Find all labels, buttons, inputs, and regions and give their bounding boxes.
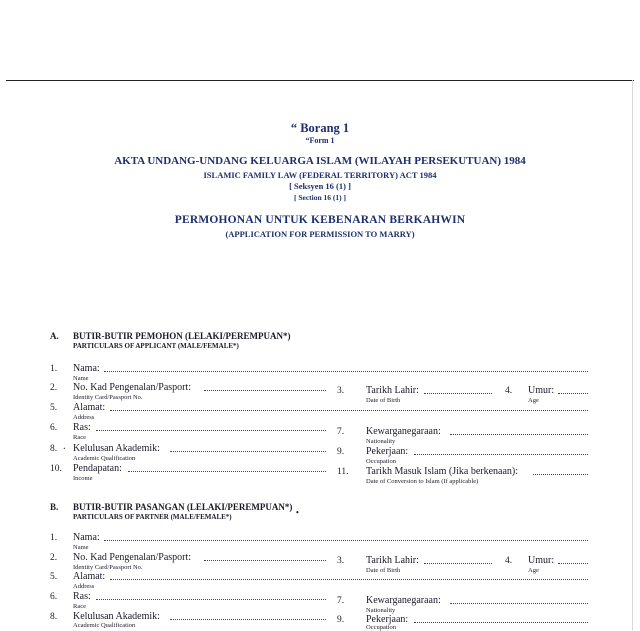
- b-ic-field[interactable]: [204, 552, 326, 561]
- b-address-sublabel: Address: [73, 583, 95, 590]
- b-field-4-number: 4.: [505, 556, 513, 566]
- section-ref: [ Seksyen 16 (1) ]: [289, 181, 351, 191]
- b-address-field[interactable]: [110, 571, 588, 580]
- section-a-title-en: PARTICULARS OF APPLICANT (MALE/FEMALE*): [73, 342, 239, 350]
- b-field-1-number: 1.: [50, 533, 58, 543]
- b-age-label: Umur:: [528, 555, 555, 566]
- a-address-sublabel: Address: [73, 414, 95, 421]
- stray-mark: •: [296, 508, 299, 517]
- act-title-en: ISLAMIC FAMILY LAW (FEDERAL TERRITORY) ACT 1984: [203, 170, 437, 180]
- a-name-label: Nama:: [73, 363, 100, 374]
- b-dob-field[interactable]: [424, 555, 492, 564]
- b-occupation-label: Pekerjaan:: [366, 614, 409, 625]
- b-age-sublabel: Age: [528, 567, 539, 574]
- b-field-7-number: 7.: [337, 596, 345, 606]
- a-income-sublabel: Income: [73, 475, 93, 482]
- a-conversion-field[interactable]: [533, 466, 588, 475]
- top-rule: [6, 80, 634, 81]
- a-field-6-number: 6.: [50, 423, 58, 433]
- a-academic-label: Kelulusan Akademik:: [73, 443, 160, 454]
- b-address-label: Alamat:: [73, 571, 106, 582]
- section-ref-en: [ Section 16 (1) ]: [293, 193, 347, 202]
- b-race-field[interactable]: [96, 591, 326, 600]
- section-b-title: BUTIR-BUTIR PASANGAN (LELAKI/PEREMPUAN*): [73, 502, 293, 512]
- a-dob-label: Tarikh Lahir:: [366, 385, 419, 396]
- a-race-field[interactable]: [96, 422, 326, 431]
- section-a-letter: A.: [50, 331, 59, 341]
- a-dob-sublabel: Date of Birth: [366, 397, 401, 404]
- form-title-en: “Form 1: [305, 136, 335, 145]
- b-field-9-number: 9.: [337, 615, 345, 625]
- b-field-5-number: 5.: [50, 572, 58, 582]
- a-occupation-sublabel: Occupation: [366, 458, 396, 465]
- a-field-4-number: 4.: [505, 386, 513, 396]
- a-race-label: Ras:: [73, 422, 91, 433]
- a-field-1-number: 1.: [50, 364, 58, 374]
- a-race-sublabel: Race: [73, 434, 86, 441]
- b-nationality-sublabel: Nationality: [366, 607, 396, 614]
- b-race-label: Ras:: [73, 591, 91, 602]
- b-nationality-field[interactable]: [450, 595, 588, 604]
- b-occupation-field[interactable]: [414, 614, 588, 623]
- a-field-9-number: 9.: [337, 447, 345, 457]
- b-nationality-label: Kewarganegaraan:: [366, 595, 441, 606]
- a-ic-field[interactable]: [204, 382, 326, 391]
- b-field-2-number: 2.: [50, 553, 58, 563]
- a-conversion-label: Tarikh Masuk Islam (Jika berkenaan):: [366, 466, 519, 477]
- section-a-title: BUTIR-BUTIR PEMOHON (LELAKI/PEREMPUAN*): [73, 331, 291, 341]
- b-field-8-number: 8.: [50, 612, 58, 622]
- a-income-field[interactable]: [128, 463, 326, 472]
- b-occupation-sublabel: Occupation: [366, 624, 396, 631]
- b-age-field[interactable]: [558, 555, 588, 564]
- a-nationality-sublabel: Nationality: [366, 438, 396, 445]
- a-name-sublabel: Name: [73, 375, 89, 382]
- b-academic-field[interactable]: [170, 611, 326, 620]
- application-title: PERMOHONAN UNTUK KEBENARAN BERKAHWIN: [174, 214, 466, 226]
- a-occupation-field[interactable]: [414, 446, 588, 455]
- a-field-8-number: 8.: [50, 444, 58, 454]
- a-conversion-sublabel: Date of Conversion to Islam (If applicable): [366, 478, 479, 485]
- b-field-3-number: 3.: [337, 556, 345, 566]
- a-field-11-number: 11.: [337, 467, 349, 477]
- a-occupation-label: Pekerjaan:: [366, 446, 409, 457]
- b-dob-label: Tarikh Lahir:: [366, 555, 419, 566]
- stray-mark: ·: [63, 444, 66, 453]
- b-name-field[interactable]: [104, 532, 588, 541]
- a-field-2-number: 2.: [50, 383, 58, 393]
- b-name-sublabel: Name: [73, 544, 89, 551]
- b-name-label: Nama:: [73, 532, 100, 543]
- b-dob-sublabel: Date of Birth: [366, 567, 401, 574]
- b-academic-sublabel: Academic Qualification: [73, 622, 136, 629]
- a-age-label: Umur:: [528, 385, 555, 396]
- a-ic-sublabel: Identity Card/Passport No.: [73, 394, 143, 401]
- section-b-title-en: PARTICULARS OF PARTNER (MALE/FEMALE*): [73, 513, 232, 521]
- b-ic-sublabel: Identity Card/Passport No.: [73, 564, 143, 571]
- a-field-10-number: 10.: [50, 464, 62, 474]
- a-age-field[interactable]: [558, 385, 588, 394]
- a-field-3-number: 3.: [337, 386, 345, 396]
- a-field-7-number: 7.: [337, 427, 345, 437]
- b-academic-label: Kelulusan Akademik:: [73, 611, 160, 622]
- a-ic-label: No. Kad Pengenalan/Pasport:: [73, 382, 192, 393]
- a-income-label: Pendapatan:: [73, 463, 122, 474]
- b-ic-label: No. Kad Pengenalan/Pasport:: [73, 552, 192, 563]
- section-b-letter: B.: [50, 502, 59, 512]
- a-nationality-label: Kewarganegaraan:: [366, 426, 441, 437]
- a-address-field[interactable]: [110, 402, 588, 411]
- a-field-5-number: 5.: [50, 403, 58, 413]
- form-title: “ Borang 1: [290, 121, 350, 135]
- a-academic-sublabel: Academic Qualification: [73, 455, 136, 462]
- a-academic-field[interactable]: [170, 443, 326, 452]
- a-address-label: Alamat:: [73, 402, 106, 413]
- act-title: AKTA UNDANG-UNDANG KELUARGA ISLAM (WILAYAH PERSEKUTUAN) 1984: [114, 155, 526, 167]
- application-title-en: (APPLICATION FOR PERMISSION TO MARRY): [225, 229, 415, 239]
- a-name-field[interactable]: [104, 363, 588, 372]
- a-nationality-field[interactable]: [450, 426, 588, 435]
- b-race-sublabel: Race: [73, 603, 86, 610]
- b-field-6-number: 6.: [50, 592, 58, 602]
- a-dob-field[interactable]: [424, 385, 492, 394]
- a-age-sublabel: Age: [528, 397, 539, 404]
